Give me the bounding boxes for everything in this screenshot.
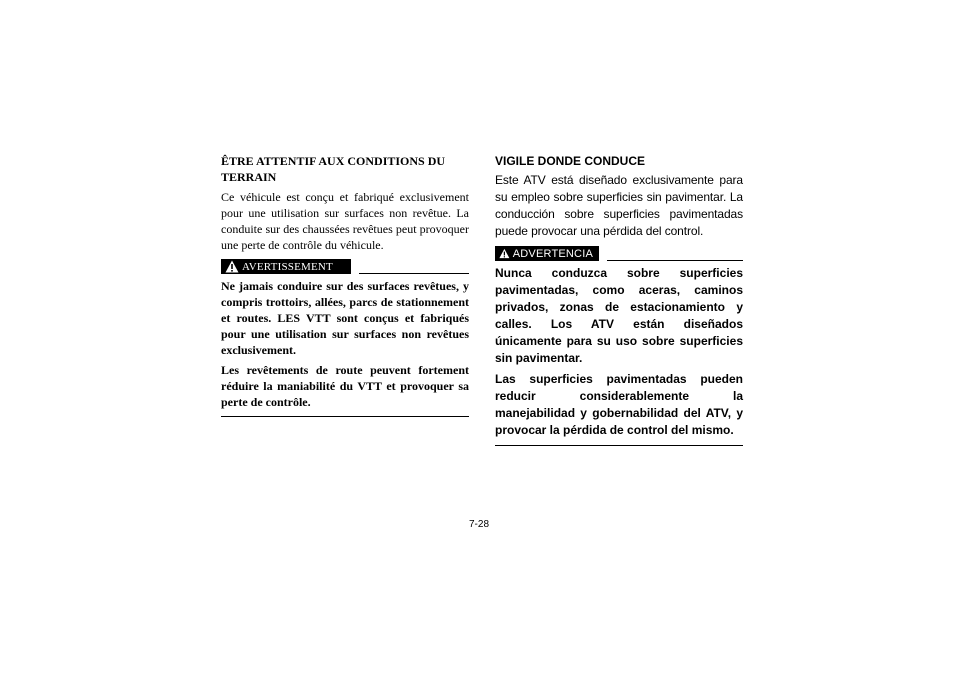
spanish-warning-header — [495, 246, 743, 261]
spanish-column — [495, 153, 743, 446]
french-column — [221, 153, 469, 417]
spanish-warning-paragraph-1: Nunca conduzca sobre superficies pavimentadas, como aceras, caminos privados, zonas de estacionamiento y calles. Los ATV están diseñados únicamente para su uso sobre superficies sin pavimentar. — [495, 266, 743, 365]
french-warning-paragraph-2: Les revêtements de route peuvent fortement réduire la maniabilité du VTT et provoquer sa perte de contrôle. — [221, 363, 469, 409]
french-warning-header — [221, 259, 469, 274]
french-warning-label: AVERTISSEMENT — [242, 260, 333, 273]
spanish-section-title: VIGILE DONDE CONDUCE — [495, 154, 646, 168]
spanish-body-text: Este ATV está diseñado exclusivamente para su empleo sobre superficies sin pavimentar. La conducción sobre superficies pavimentadas puede provocar una pérdida del control. — [495, 173, 743, 238]
spanish-warning-label: ADVERTENCIA — [512, 247, 593, 260]
french-warning-badge — [221, 259, 351, 274]
french-warning-end-rule — [221, 416, 469, 417]
spanish-warning-end-rule — [495, 445, 743, 446]
french-section-title: ÊTRE ATTENTIF AUX CONDITIONS DU TERRAIN — [221, 154, 446, 184]
spanish-warning-rule — [607, 260, 743, 261]
spanish-warning-paragraph-2: Las superficies pavimentadas pueden reducir considerablemente la manejabilidad y gobernabilidad del ATV, y provocar la pérdida de control del mismo. — [495, 372, 743, 437]
french-body-text: Ce véhicule est conçu et fabriqué exclusivement pour une utilisation sur surfaces non revêtue. La conduite sur des chaussées revêtues peut provoquer une perte de contrôle du véhicule. — [221, 190, 469, 252]
warning-triangle-icon — [499, 247, 510, 260]
french-warning-paragraph-1: Ne jamais conduire sur des surfaces revêtues, y compris trottoirs, allées, parcs de stationnement et routes. LES VTT sont conçus et fabriqués pour une utilisation sur surfaces non revêtues exclusivement. — [221, 279, 469, 357]
warning-triangle-icon — [225, 260, 239, 273]
page-number: 7-28 — [469, 519, 490, 530]
french-warning-rule — [359, 273, 469, 274]
spanish-warning-badge — [495, 246, 599, 261]
